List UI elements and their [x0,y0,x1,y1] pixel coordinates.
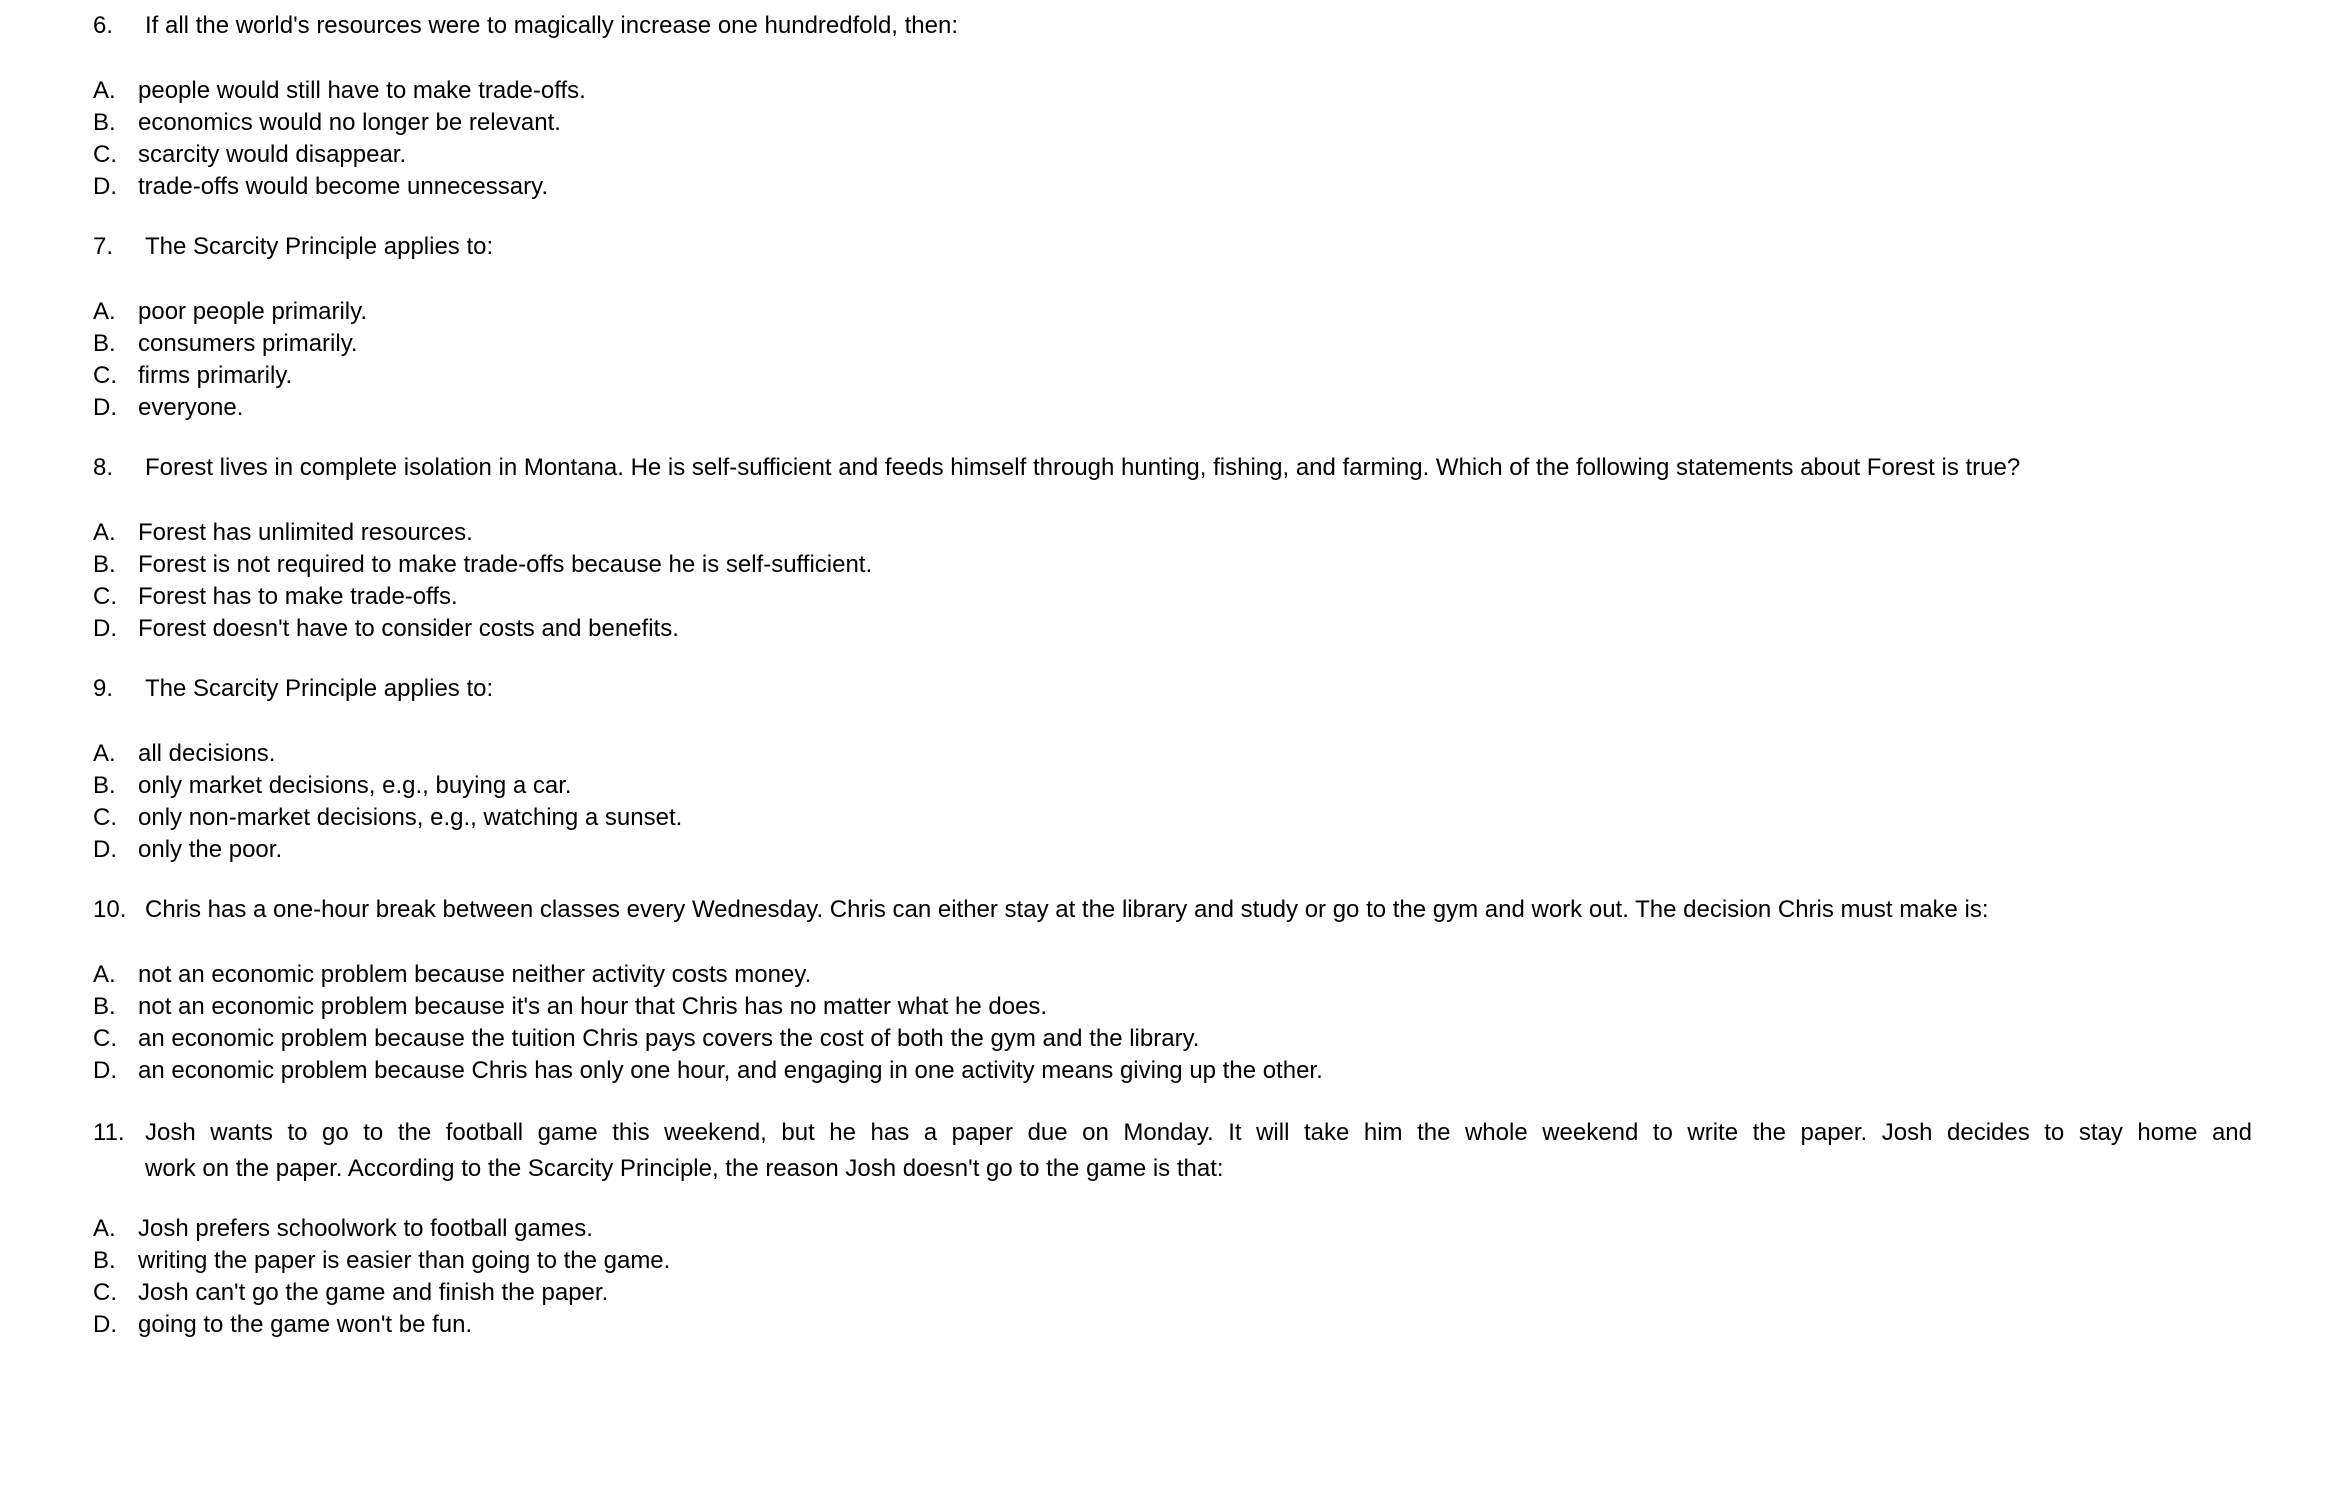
question-number: 10. [93,896,127,923]
options-list [93,75,2252,203]
option-row [93,613,2252,645]
question-number: 9. [93,675,114,702]
question-heading [93,452,2252,484]
option-row [93,1245,2252,1277]
option-letter: D. [93,1311,117,1338]
option-text: poor people primarily. [138,298,367,325]
option-letter: D. [93,394,117,421]
question-number: 7. [93,233,114,260]
option-text: an economic problem because the tuition Chris pays covers the cost of both the gym and the library. [138,1025,1200,1052]
option-row [93,1023,2252,1055]
option-row [93,1213,2252,1245]
option-letter: B. [93,993,116,1020]
question-text: Forest lives in complete isolation in Montana. He is self-sufficient and feeds himself through hunting, fishing, and farming. Which of the following statements about Forest is true? [145,454,2021,481]
option-text: Josh can't go the game and finish the paper. [138,1279,609,1306]
question-block [93,452,2252,645]
options-list [93,738,2252,866]
option-letter: C. [93,583,117,610]
option-row [93,517,2252,549]
option-row [93,139,2252,171]
option-text: only the poor. [138,836,283,863]
option-text: consumers primarily. [138,330,358,357]
option-letter: A. [93,740,116,767]
option-text: firms primarily. [138,362,293,389]
option-row [93,360,2252,392]
question-text: If all the world's resources were to magically increase one hundredfold, then: [145,12,959,39]
option-text: trade-offs would become unnecessary. [138,173,549,200]
option-row [93,1309,2252,1341]
option-letter: C. [93,1279,117,1306]
option-letter: A. [93,961,116,988]
question-block [93,894,2252,1087]
option-row [93,1277,2252,1309]
option-text: Forest has unlimited resources. [138,519,473,546]
option-letter: D. [93,615,117,642]
question-text: work on the paper. According to the Scarcity Principle, the reason Josh doesn't go to the game is that: [145,1155,1224,1182]
question-text: Chris has a one-hour break between classes every Wednesday. Chris can either stay at the library and study or go to the gym and work out. The decision Chris must make is: [145,896,1989,923]
options-list [93,1213,2252,1341]
question-block [93,1115,2252,1341]
options-list [93,959,2252,1087]
question-block [93,673,2252,866]
option-letter: D. [93,1057,117,1084]
option-text: only market decisions, e.g., buying a car. [138,772,572,799]
question-number: 6. [93,12,114,39]
option-text: only non-market decisions, e.g., watching a sunset. [138,804,683,831]
option-text: economics would no longer be relevant. [138,109,561,136]
option-row [93,328,2252,360]
option-row [93,1055,2252,1087]
question-block [93,231,2252,424]
option-text: people would still have to make trade-offs. [138,77,586,104]
option-text: everyone. [138,394,244,421]
option-letter: D. [93,836,117,863]
option-row [93,107,2252,139]
option-letter: B. [93,772,116,799]
question-heading [93,673,2252,705]
question-heading [93,10,2252,42]
option-letter: B. [93,1247,116,1274]
option-row [93,392,2252,424]
option-letter: A. [93,519,116,546]
option-text: not an economic problem because it's an hour that Chris has no matter what he does. [138,993,1048,1020]
option-letter: C. [93,141,117,168]
question-text: The Scarcity Principle applies to: [145,675,494,702]
option-row [93,171,2252,203]
option-letter: B. [93,109,116,136]
options-list [93,517,2252,645]
option-row [93,991,2252,1023]
option-text: scarcity would disappear. [138,141,407,168]
option-text: Forest is not required to make trade-offs because he is self-sufficient. [138,551,873,578]
option-letter: A. [93,298,116,325]
option-letter: C. [93,362,117,389]
option-text: Forest doesn't have to consider costs and benefits. [138,615,679,642]
option-letter: A. [93,1215,116,1242]
option-text: writing the paper is easier than going to the game. [138,1247,671,1274]
option-text: going to the game won't be fun. [138,1311,473,1338]
option-row [93,834,2252,866]
option-row [93,959,2252,991]
question-heading [93,1115,2252,1151]
options-list [93,296,2252,424]
option-text: all decisions. [138,740,276,767]
option-letter: C. [93,804,117,831]
question-heading [93,894,2252,926]
option-row [93,802,2252,834]
option-letter: B. [93,330,116,357]
option-row [93,549,2252,581]
option-row [93,738,2252,770]
question-heading [93,231,2252,263]
option-letter: C. [93,1025,117,1052]
option-text: not an economic problem because neither activity costs money. [138,961,812,988]
option-text: Josh prefers schoolwork to football games. [138,1215,593,1242]
question-number: 11. [93,1119,125,1146]
option-row [93,75,2252,107]
option-letter: A. [93,77,116,104]
question-text: Josh wants to go to the football game this weekend, but he has a paper due on Monday. It will take him the whole weekend to write the paper. Josh decides to stay home and [145,1119,2252,1146]
option-letter: B. [93,551,116,578]
option-text: Forest has to make trade-offs. [138,583,458,610]
option-letter: D. [93,173,117,200]
question-text: The Scarcity Principle applies to: [145,233,494,260]
option-row [93,296,2252,328]
question-number: 8. [93,454,114,481]
option-row [93,581,2252,613]
question-block [93,10,2252,203]
option-row [93,770,2252,802]
option-text: an economic problem because Chris has only one hour, and engaging in one activity means giving up the other. [138,1057,1323,1084]
question-heading-continuation [93,1151,2252,1187]
